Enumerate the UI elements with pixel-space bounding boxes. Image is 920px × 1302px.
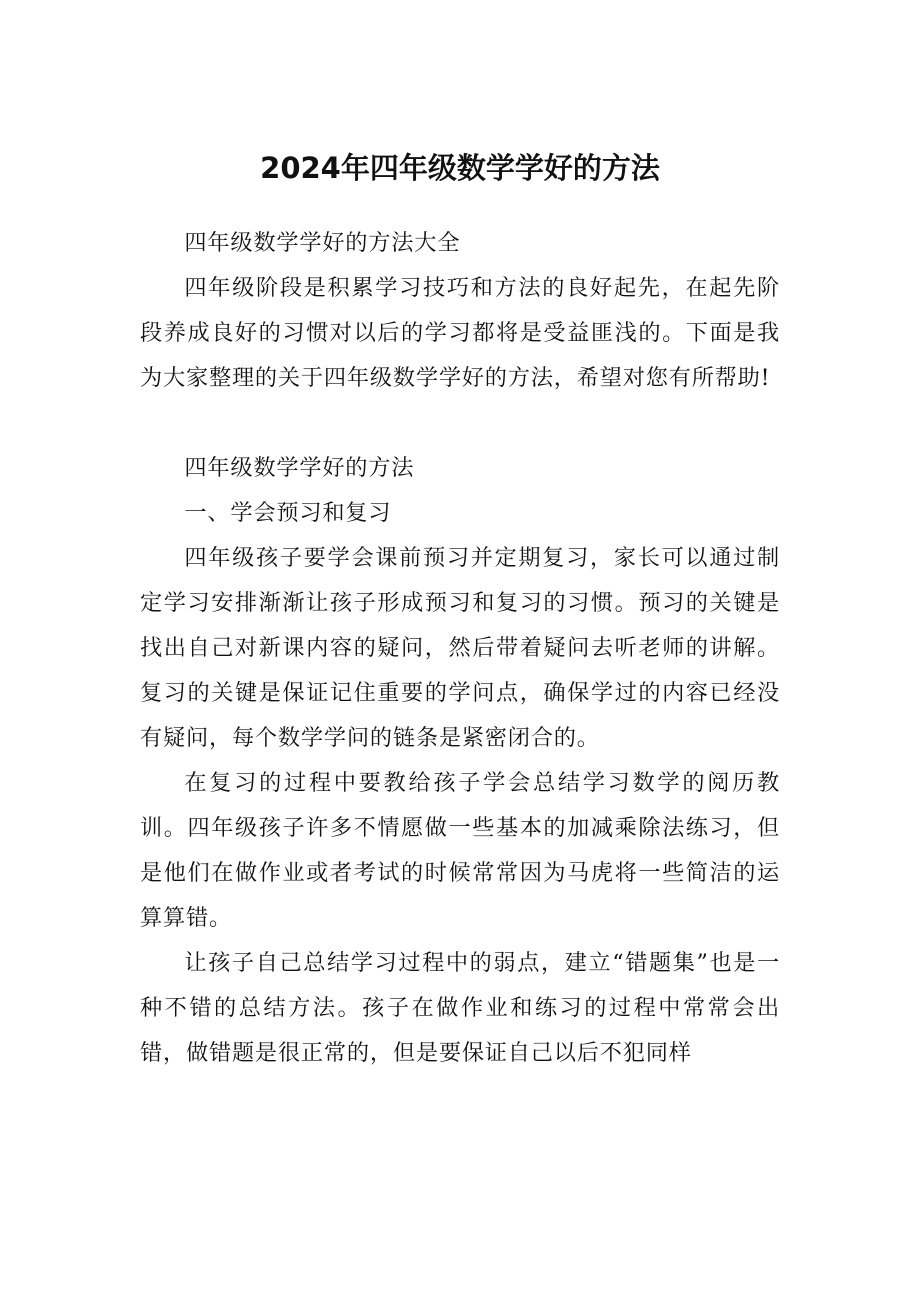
paragraph-subtitle: 四年级数学学好的方法大全 [184,230,461,256]
subsection-heading: 一、学会预习和复习 [184,500,392,526]
document-body [140,221,780,1076]
section-heading: 四年级数学学好的方法 [184,455,415,481]
blank-line [140,401,780,446]
paragraph-summary-lessons: 在复习的过程中要教给孩子学会总结学习数学的阅历教训。四年级孩子许多不情愿做一些基本的加减乘除法练习，但是他们在做作业或者考试的时候常常因为马虎将一些简洁的运算算错。 [140,770,780,931]
paragraph-intro: 四年级阶段是积累学习技巧和方法的良好起先，在起先阶段养成良好的习惯对以后的学习都将是受益匪浅的。下面是我为大家整理的关于四年级数学学好的方法，希望对您有所帮助! [140,275,780,391]
paragraph-error-notebook: 让孩子自己总结学习过程中的弱点，建立“错题集”也是一种不错的总结方法。孩子在做作业和练习的过程中常常会出错，做错题是很正常的，但是要保证自己以后不犯同样 [140,950,780,1066]
paragraph-preview-review: 四年级孩子要学会课前预习并定期复习，家长可以通过制定学习安排渐渐让孩子形成预习和复习的习惯。预习的关键是找出自己对新课内容的疑问，然后带着疑问去听老师的讲解。复习的关键是保证记住重要的学问点，确保学过的内容已经没有疑问，每个数学学问的链条是紧密闭合的。 [140,545,780,751]
document-title: 2024年四年级数学学好的方法 [260,151,660,185]
